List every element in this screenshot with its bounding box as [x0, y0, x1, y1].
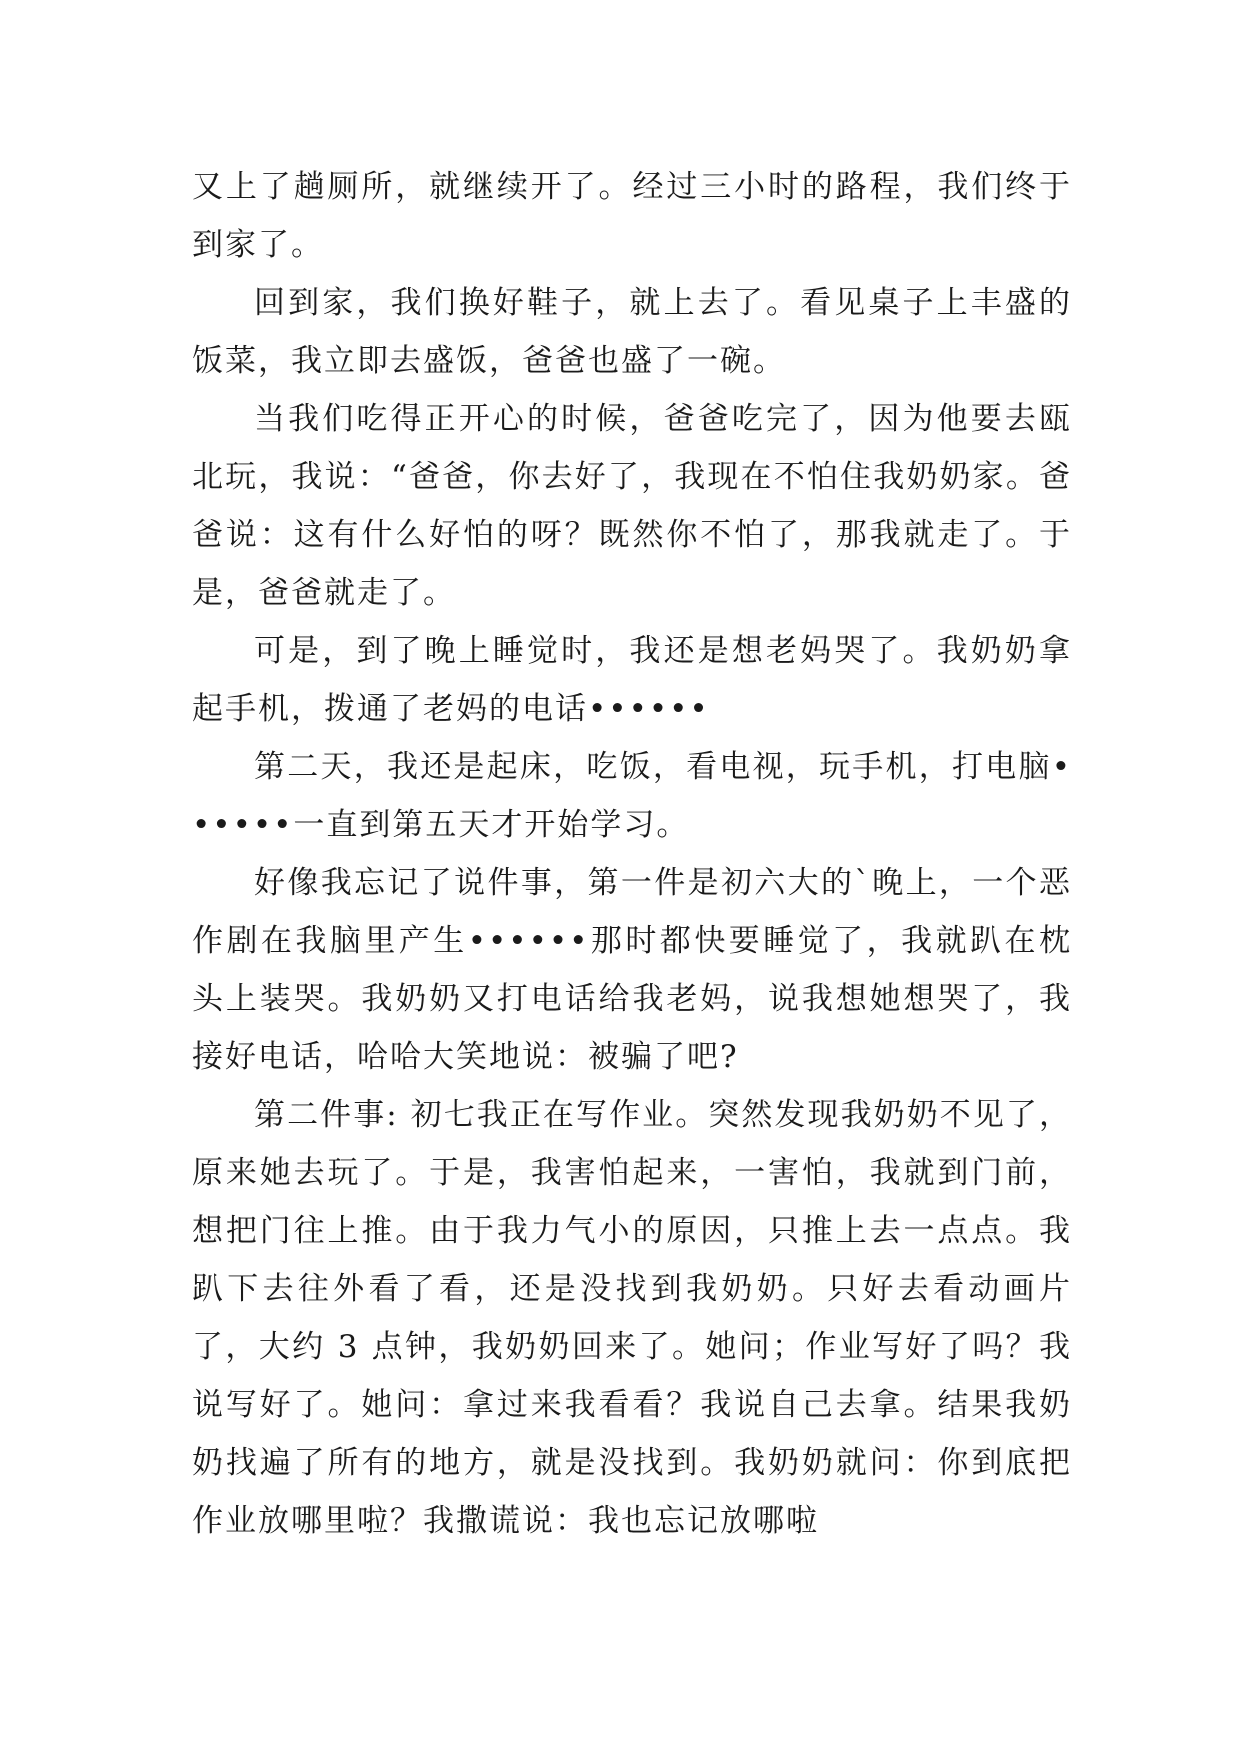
paragraph-5: 第二天，我还是起床，吃饭，看电视，玩手机，打电脑••••••一直到第五天才开始学习。 — [192, 749, 1072, 843]
paragraph-6: 好像我忘记了说件事，第一件是初六大的`晚上，一个恶作剧在我脑里产生••••••那时都快要睡觉了，我就趴在枕头上装哭。我奶奶又打电话给我老妈，说我想她想哭了，我接好电话，哈哈大笑地说：被骗了吧? — [192, 865, 1072, 1075]
paragraph-3: 当我们吃得正开心的时候，爸爸吃完了，因为他要去瓯北玩，我说：“爸爸，你去好了，我现在不怕住我奶奶家。爸爸说：这有什么好怕的呀？既然你不怕了，那我就走了。于是，爸爸就走了。 — [192, 401, 1072, 611]
paragraph-2: 回到家，我们换好鞋子，就上去了。看见桌子上丰盛的饭菜，我立即去盛饭，爸爸也盛了一碗。 — [192, 285, 1072, 379]
paragraph-7: 第二件事: 初七我正在写作业。突然发现我奶奶不见了，原来她去玩了。于是，我害怕起来，一害怕，我就到门前，想把门往上推。由于我力气小的原因，只推上去一点点。我趴下去往外看了看，还是没找到我奶奶。只好去看动画片了，大约 3 点钟，我奶奶回来了。她问；作业写好了吗？我说写好了。她问：拿过来我看看？我说自己去拿。结果我奶奶找遍了所有的地方，就是没找到。我奶奶就问：你到底把作业放哪里啦？我撒谎说：我也忘记放哪啦 — [192, 1097, 1072, 1539]
document-body — [192, 158, 1072, 1550]
paragraph-4: 可是，到了晚上睡觉时，我还是想老妈哭了。我奶奶拿起手机，拨通了老妈的电话•••••• — [192, 633, 1072, 727]
paragraph-1: 又上了趟厕所，就继续开了。经过三小时的路程，我们终于到家了。 — [192, 169, 1072, 263]
